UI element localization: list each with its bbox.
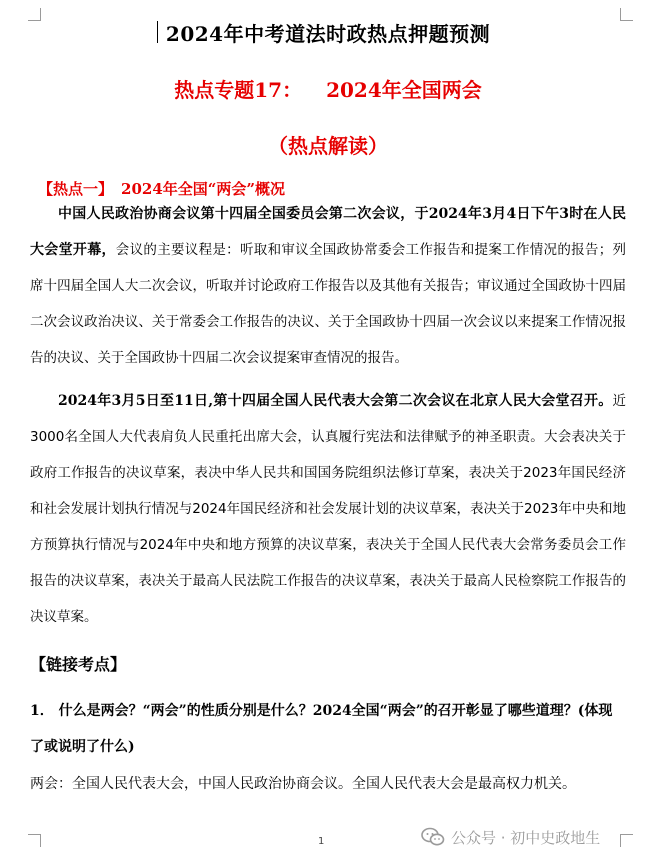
document-title: 2024年中考道法时政热点押题预测	[165, 22, 491, 46]
paragraph-npc	[30, 383, 626, 635]
paragraph-cppcc-lead: 中国人民政治协商会议第十四届全国委员会第二次会议，于2024年3月4日下午3时在人民大会堂开幕，	[30, 206, 626, 258]
page-number: 1	[318, 836, 325, 847]
document-subtitle	[30, 74, 626, 103]
answer-1: 两会：全国人民代表大会，中国人民政治协商会议。全国人民代表大会是最高权力机关。	[30, 776, 576, 792]
paragraph-npc-body: 近3000名全国人大代表肩负人民重托出席大会，认真履行宪法和法律赋予的神圣职责。大会表决关于政府工作报告的决议草案，表决中华人民共和国国务院组织法修订草案，表决关于2023年国民经济和社会发展计划执行情况与2024年国民经济和社会发展计划的决议草案，表决关于2023年中央和地方预算执行情况与2024年中央和地方预算的决议草案，表决关于全国人民代表大会常务委员会工作报告的决议草案，表决关于最高人民法院工作报告的决议草案，表决关于最高人民检察院工作报告的决议草案。	[30, 393, 626, 625]
subtitle-topic-name: 2024年全国两会	[326, 78, 482, 102]
paragraph-cppcc-body: 会议的主要议程是：听取和审议全国政协常委会工作报告和提案工作情况的报告；列席十四届全国人大二次会议，听取并讨论政府工作报告以及其他有关报告；审议通过全国政协十四届二次会议政治决议、关于常委会工作报告的决议、关于全国政协十四届一次会议以来提案工作情况报告的决议、关于全国政协十四届二次会议提案审查情况的报告。	[30, 242, 627, 366]
paragraph-npc-lead: 2024年3月5日至11日,第十四届全国人民代表大会第二次会议在北京人民大会堂召开。	[58, 393, 613, 409]
watermark-text: 公众号 · 初中史政地生	[451, 828, 601, 847]
link-heading: 【链接考点】	[30, 655, 127, 674]
page-corner-mark	[28, 834, 41, 847]
watermark	[421, 824, 600, 850]
page-corner-mark	[620, 834, 633, 847]
question-1: 1． 什么是两会？“两会”的性质分别是什么？2024全国“两会”的召开彰显了哪些道理？(体现了或说明了什么)	[30, 703, 613, 755]
section-title: 2024年全国“两会”概况	[121, 180, 286, 198]
wechat-icon	[421, 827, 445, 847]
section-tag: 【热点一】	[38, 180, 114, 198]
document-subtitle-2: （热点解读）	[268, 134, 388, 158]
paragraph-cppcc	[30, 196, 626, 376]
subtitle-topic-number: 热点专题17：	[174, 78, 303, 102]
